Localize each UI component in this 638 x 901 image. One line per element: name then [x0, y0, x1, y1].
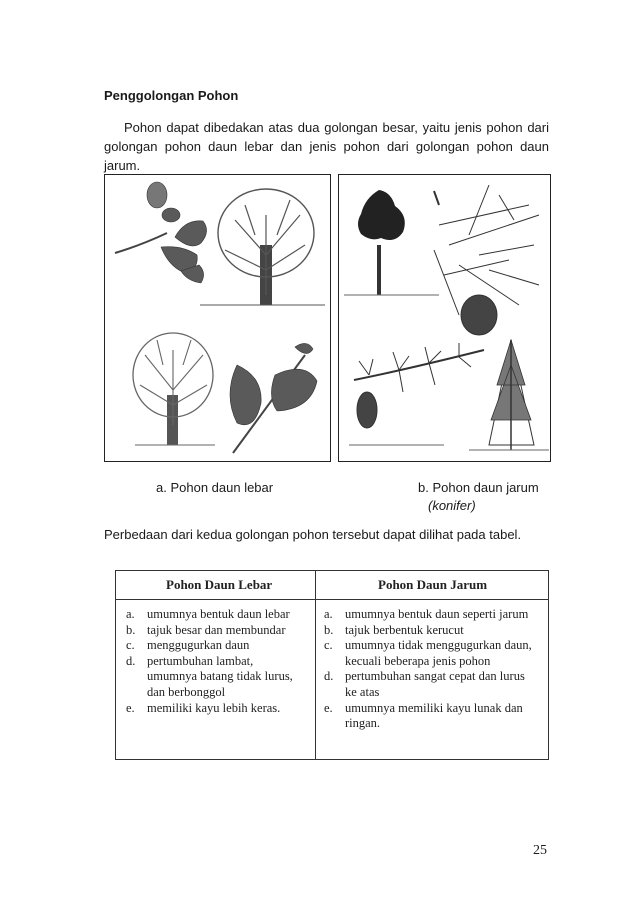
row-marker: d. — [324, 669, 334, 684]
table-row — [324, 701, 532, 717]
row-text: tajuk besar dan membundar — [147, 622, 286, 637]
spruce-tree — [469, 340, 549, 450]
table-header-conifer: Pohon Daun Jarum — [378, 577, 488, 592]
row-text: tajuk berbentuk kerucut — [345, 622, 464, 637]
row-text: ringan. — [345, 716, 381, 731]
row-marker — [126, 685, 147, 701]
row-text: menggugurkan daun — [147, 638, 250, 653]
table-intro-paragraph: Perbedaan dari kedua golongan pohon tersebut dapat dilihat pada tabel. — [104, 527, 522, 542]
row-marker: d. — [126, 653, 136, 668]
table-column-broadleaf — [126, 607, 293, 716]
pine-tree — [344, 190, 439, 295]
conifer-illustration — [339, 175, 550, 461]
table-row — [324, 685, 532, 701]
broadleaf-tree-bare — [133, 333, 215, 445]
table-row — [324, 638, 532, 654]
row-marker: a. — [324, 607, 333, 621]
comparison-table — [115, 570, 549, 760]
broadleaf-tree-figure — [104, 174, 331, 462]
row-marker — [324, 716, 345, 732]
conifer-tree-figure — [338, 174, 551, 462]
broadleaf-illustration — [105, 175, 330, 461]
page-number: 25 — [533, 843, 547, 858]
table-header-broadleaf: Pohon Daun Lebar — [166, 577, 273, 592]
row-text: umumnya tidak menggugurkan daun, — [345, 638, 532, 653]
caption-conifer-subtitle: (konifer) — [428, 498, 476, 513]
caption-conifer: b. Pohon daun jarum — [418, 480, 539, 495]
row-text: ke atas — [345, 684, 380, 699]
row-marker: b. — [324, 622, 334, 637]
pine-needle-branch — [434, 185, 539, 335]
table-row — [324, 716, 532, 732]
intro-text: Pohon dapat dibedakan atas dua golongan besar, yaitu jenis pohon dari golongan pohon daun lebar dan jenis pohon dari golongan pohon daun jarum. — [104, 120, 549, 173]
table-row — [126, 701, 293, 717]
table-column-conifer — [324, 607, 532, 732]
table-row — [324, 607, 532, 623]
row-marker — [324, 685, 345, 701]
row-text: pertumbuhan lambat, — [147, 653, 254, 668]
table-row — [126, 654, 293, 670]
row-marker: e. — [324, 700, 333, 715]
table-row — [324, 654, 532, 670]
section-heading: Penggolongan Pohon — [104, 88, 239, 103]
row-text: umumnya memiliki kayu lunak dan — [345, 700, 523, 715]
oak-leaf-branch-top — [115, 182, 207, 283]
table-row — [324, 623, 532, 639]
row-text: pertumbuhan sangat cepat dan lurus — [345, 669, 525, 684]
row-marker: c. — [126, 638, 135, 653]
caption-broadleaf: a. Pohon daun lebar — [156, 480, 274, 495]
row-marker: e. — [126, 700, 135, 715]
row-text: kecuali beberapa jenis pohon — [345, 653, 491, 668]
row-text: dan berbonggol — [147, 684, 226, 699]
row-marker — [324, 654, 345, 670]
intro-paragraph — [104, 118, 549, 175]
table-row — [126, 623, 293, 639]
table-row — [126, 638, 293, 654]
table-row — [126, 607, 293, 623]
broadleaf-tree-large — [200, 189, 325, 305]
row-marker: b. — [126, 622, 136, 637]
table-header-divider — [116, 599, 548, 600]
oak-leaf-branch-bottom — [230, 343, 317, 453]
row-text: umumnya bentuk daun lebar — [147, 607, 290, 621]
table-row — [324, 669, 532, 685]
row-marker: a. — [126, 607, 135, 621]
table-row — [126, 669, 293, 685]
row-marker — [126, 669, 147, 685]
row-text: memiliki kayu lebih keras. — [147, 700, 281, 715]
row-text: umumnya bentuk daun seperti jarum — [345, 607, 529, 621]
row-text: umumnya batang tidak lurus, — [147, 669, 293, 684]
row-marker: c. — [324, 638, 333, 653]
larch-branch — [349, 343, 484, 445]
table-row — [126, 685, 293, 701]
